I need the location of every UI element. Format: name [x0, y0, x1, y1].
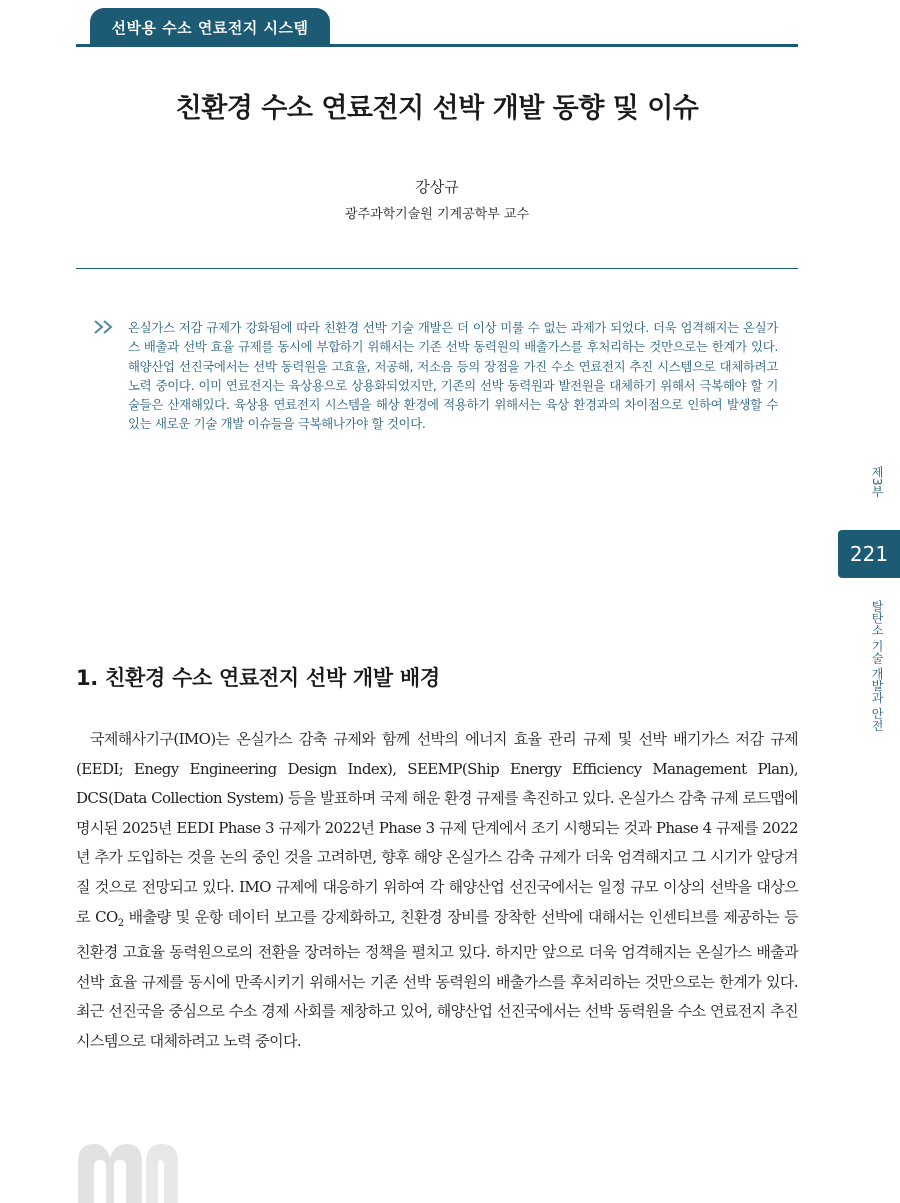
co2-subscript: 2 — [117, 917, 124, 929]
body-text-part-1: 국제해사기구(IMO)는 온실가스 감축 규제와 함께 선박의 에너지 효율 관리 규제 및 선박 배기가스 저감 규제(EEDI; Enegy Engineering Design Index), SEEMP(Ship Energy Efficiency Management Plan), DCS(Data Collection System) 등을 발표하며 국제 해운 환경 규제를 촉진하고 있다. 온실가스 감축 규제 로드맵에 명시된 2025년 EEDI Phase 3 규제가 2022년 Phase 3 규제 단계에서 조기 시행되는 것과 Phase 4 규제를 2022년 추가 도입하는 것을 논의 중인 것을 고려하면, 향후 해양 온실가스 감축 규제가 더욱 엄격해지고 그 시기가 앞당겨질 것으로 전망되고 있다. IMO 규제에 대응하기 위하여 각 해양산업 선진국에서는 일정 규모 이상의 선박을 대상으로 CO — [76, 730, 798, 926]
section-body-paragraph — [76, 725, 798, 1057]
article-title: 친환경 수소 연료전지 선박 개발 동향 및 이슈 — [175, 93, 699, 124]
abstract-text: 온실가스 저감 규제가 강화됨에 따라 친환경 선박 기술 개발은 더 이상 미룰 수 없는 과제가 되었다. 더욱 엄격해지는 온실가스 배출과 선박 효율 규제를 동시에 부합하기 위해서는 기존 선박 동력원의 배출가스를 후처리하는 것만으로는 한계가 있다. 해양산업 선진국에서는 선박 동력원을 고효율, 저공해, 저소음 등의 장점을 가진 수소 연료전지 추진 시스템으로 대체하려고 노력 중이다. 이미 연료전지는 육상용으로 상용화되었지만, 기존의 선박 동력원과 발전원을 대체하기 위해서 극복해야 할 기술들은 산재해있다. 육상용 연료전지 시스템을 해상 환경에 적용하기 위해서는 육상 환경과의 차이점으로 인하여 발생할 수 있는 새로운 기술 개발 이슈들을 극복해나가야 할 것이다. — [128, 320, 778, 432]
double-chevron-icon — [92, 318, 122, 336]
section-heading: 1. 친환경 수소 연료전지 선박 개발 배경 — [76, 666, 440, 690]
author-affiliation: 광주과학기술원 기계공학부 교수 — [344, 207, 530, 222]
header-rule — [76, 44, 798, 47]
author-name: 강상규 — [415, 178, 459, 196]
title-divider — [76, 268, 798, 269]
section-tag: 선박용 수소 연료전지 시스템 — [90, 8, 330, 46]
side-part-title: 탈탄소 기술 개발과 안전 — [870, 600, 884, 732]
body-text-part-2: 배출량 및 운항 데이터 보고를 강제화하고, 친환경 장비를 장착한 선박에 대해서는 인센티브를 제공하는 등 친환경 고효율 동력원으로의 전환을 장려하는 정책을 펼치고 있다. 하지만 앞으로 더욱 엄격해지는 온실가스 배출과 선박 효율 규제를 동시에 만족시키기 위해서는 기존 선박 동력원의 배출가스를 후처리하는 것만으로는 한계가 있다. 최근 선진국을 중심으로 수소 경제 사회를 제창하고 있어, 해양산업 선진국에서는 선박 동력원을 수소 연료전지 추진 시스템으로 대체하려고 노력 중이다. — [76, 907, 798, 1050]
mn-logo-icon — [74, 1140, 180, 1203]
page-number: 221 — [838, 530, 900, 578]
side-part-label: 제3부 — [870, 466, 884, 498]
